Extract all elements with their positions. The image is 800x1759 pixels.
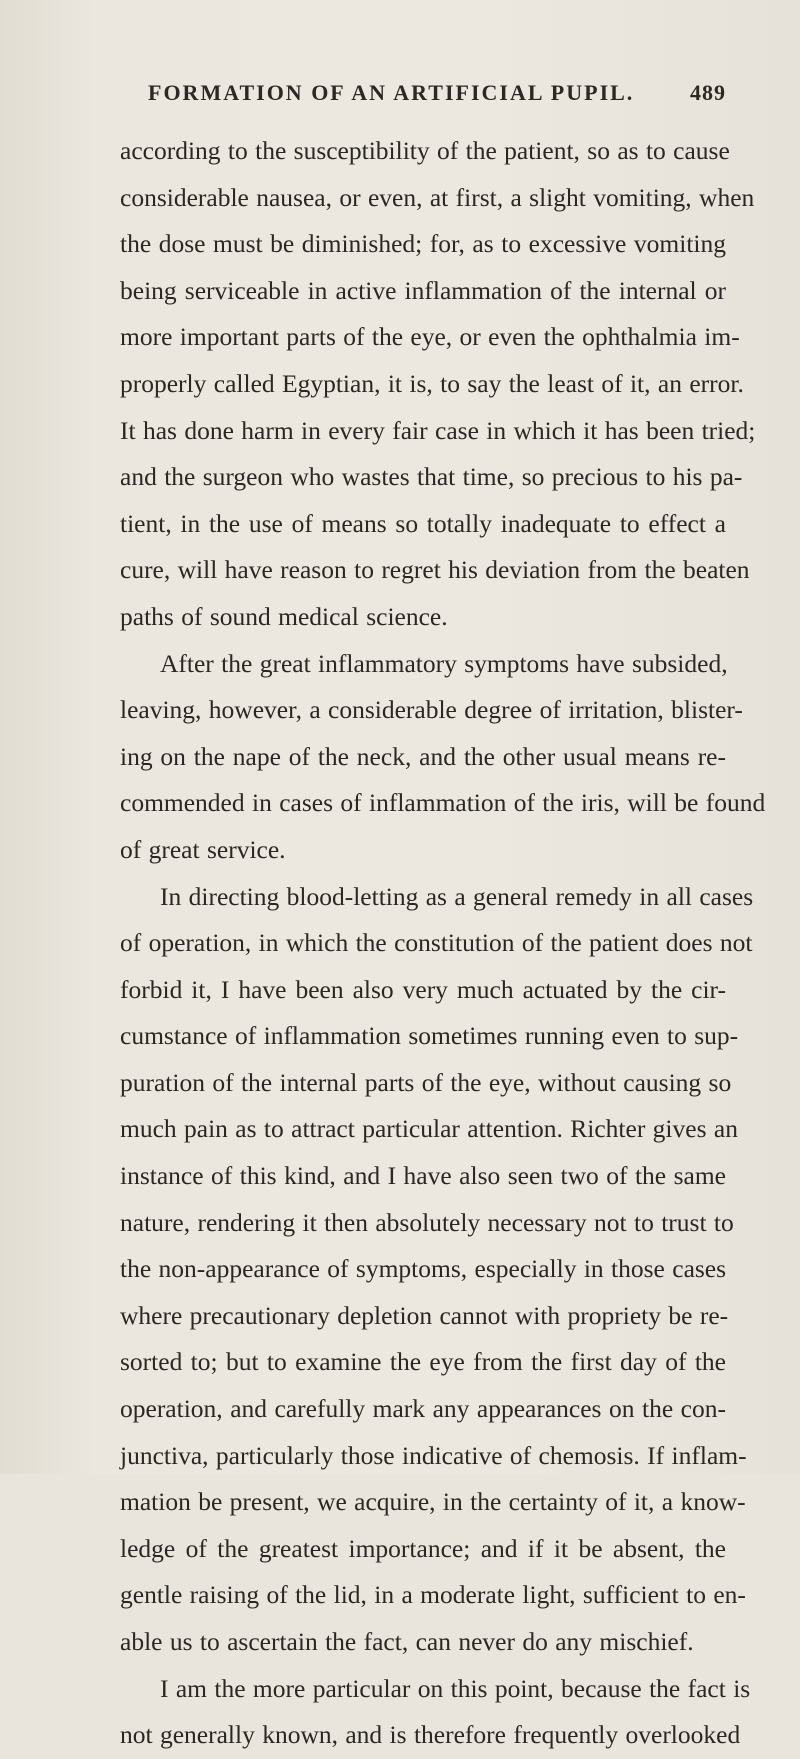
text-line: according to the susceptibility of the patient, so as to cause xyxy=(120,136,730,165)
text-line: not generally known, and is therefore frequently overlooked xyxy=(120,1720,741,1750)
text-line: gentle raising of the lid, in a moderate light, sufficient to en- xyxy=(120,1580,746,1610)
text-line: In directing blood-letting as a general remedy in all cases xyxy=(160,881,754,911)
text-line: ing on the nape of the neck, and the other usual means re- xyxy=(120,741,726,771)
text-line: paths of sound medical science. xyxy=(120,601,448,631)
text-line: more important parts of the eye, or even the ophthalmia im- xyxy=(120,322,740,352)
text-line: tient, in the use of means so totally inadequate to effect a xyxy=(120,508,726,538)
text-line: commended in cases of inflammation of the iris, will be found xyxy=(120,788,766,818)
text-line: the non-appearance of symptoms, especially in those cases xyxy=(120,1254,727,1284)
text-line: sorted to; but to examine the eye from the first day of the xyxy=(120,1347,726,1377)
running-head xyxy=(148,80,726,110)
text-line: much pain as to attract particular attention. Richter gives an xyxy=(120,1114,738,1144)
text-line: operation, and carefully mark any appearances on the con- xyxy=(120,1394,726,1424)
text-line: being serviceable in active inflammation of the internal or xyxy=(120,275,726,305)
page-number: 489 xyxy=(690,80,726,105)
text-line: It has done harm in every fair case in which it has been tried; xyxy=(120,415,756,445)
text-line: ledge of the greatest importance; and if it be absent, the xyxy=(120,1533,726,1563)
text-line: considerable nausea, or even, at first, a slight vomiting, when xyxy=(120,182,755,212)
text-line: mation be present, we acquire, in the certainty of it, a know- xyxy=(120,1487,746,1517)
text-line: cumstance of inflammation sometimes running even to sup- xyxy=(120,1021,739,1051)
text-line: cure, will have reason to regret his deviation from the beaten xyxy=(120,555,750,585)
text-line: leaving, however, a considerable degree of irritation, blister- xyxy=(120,695,743,725)
text-line: where precautionary depletion cannot with propriety be re- xyxy=(120,1300,729,1330)
text-line: I am the more particular on this point, because the fact is xyxy=(160,1673,751,1703)
text-line: the dose must be diminished; for, as to excessive vomiting xyxy=(120,229,726,259)
text-line: of operation, in which the constitution of the patient does not xyxy=(120,928,753,958)
body-text xyxy=(120,128,766,1759)
text-line: junctiva, particularly those indicative of chemosis. If inflam- xyxy=(120,1440,747,1470)
text-line: forbid it, I have been also very much actuated by the cir- xyxy=(120,974,726,1004)
text-line: puration of the internal parts of the eye, without causing so xyxy=(120,1067,732,1097)
text-line: able us to ascertain the fact, can never do any mischief. xyxy=(120,1627,694,1656)
text-line: and the surgeon who wastes that time, so precious to his pa- xyxy=(120,462,743,492)
text-line: properly called Egyptian, it is, to say the least of it, an error. xyxy=(120,368,744,398)
running-title: FORMATION OF AN ARTIFICIAL PUPIL. xyxy=(148,80,635,105)
text-line: After the great inflammatory symptoms have subsided, xyxy=(160,648,728,678)
text-line: instance of this kind, and I have also seen two of the same xyxy=(120,1161,726,1191)
text-line: of great service. xyxy=(120,834,286,864)
text-line: nature, rendering it then absolutely necessary not to trust to xyxy=(120,1207,734,1237)
